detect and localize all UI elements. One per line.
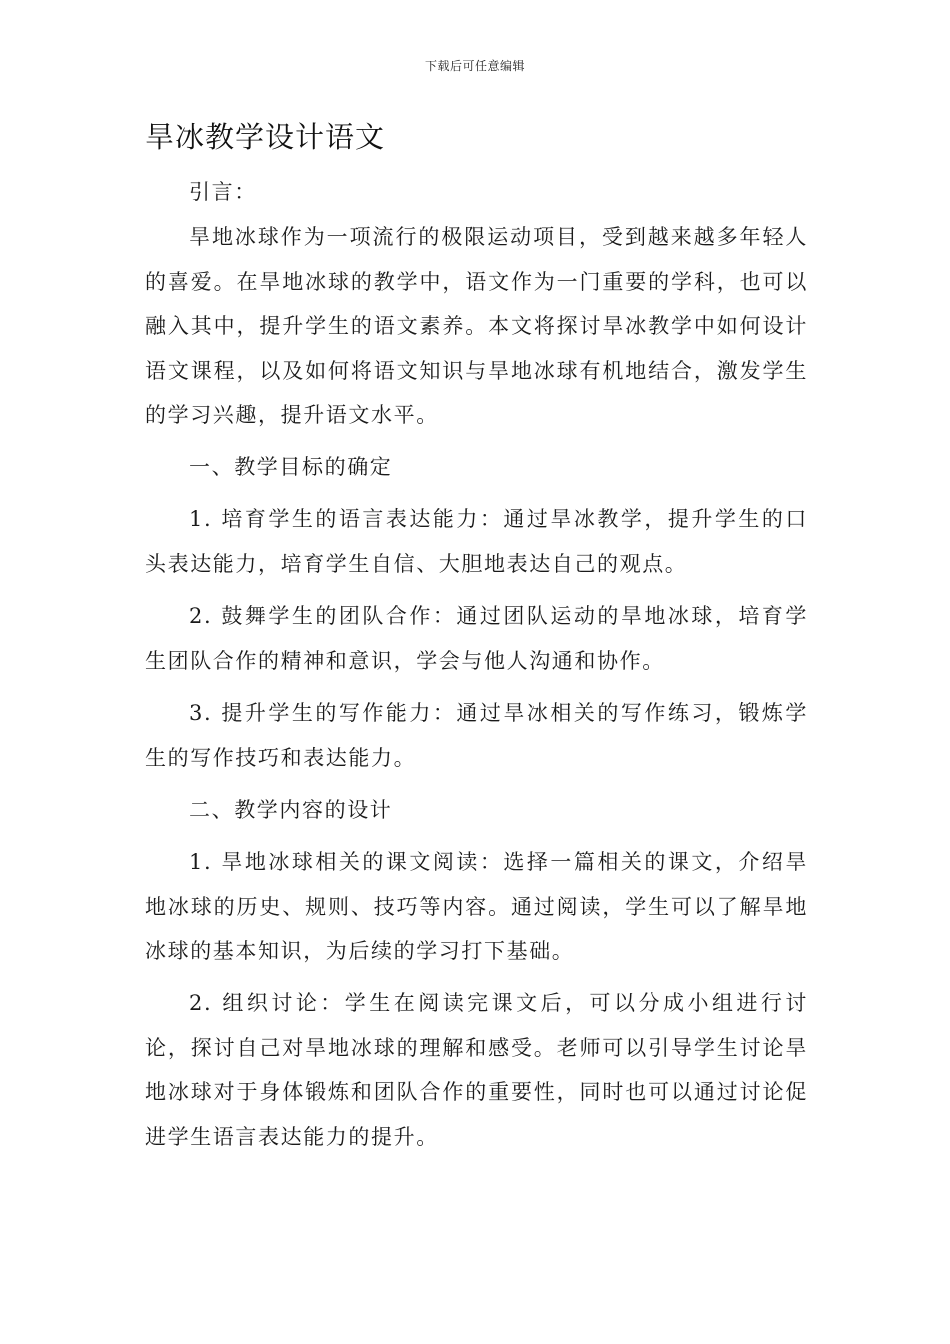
section1-item-3: 3. 提升学生的写作能力：通过旱冰相关的写作练习，锻炼学生的写作技巧和表达能力。 (145, 701, 808, 770)
intro-label-block (145, 170, 808, 215)
section1-item-1-block (145, 497, 808, 586)
document-title: 旱冰教学设计语文 (145, 120, 386, 154)
intro-block (145, 215, 808, 438)
section1-heading: 一、教学目标的确定 (189, 455, 393, 479)
section2-item-1-block (145, 840, 808, 974)
section2-heading-block (145, 788, 808, 833)
intro-paragraph: 旱地冰球作为一项流行的极限运动项目，受到越来越多年轻人的喜爱。在旱地冰球的教学中，语文作为一门重要的学科，也可以融入其中，提升学生的语文素养。本文将探讨旱冰教学中如何设计语文课程，以及如何将语文知识与旱地冰球有机地结合，激发学生的学习兴趣，提升语文水平。 (145, 225, 808, 427)
section2-item-1: 1. 旱地冰球相关的课文阅读：选择一篇相关的课文，介绍旱地冰球的历史、规则、技巧等内容。通过阅读，学生可以了解旱地冰球的基本知识，为后续的学习打下基础。 (145, 850, 808, 963)
section1-item-1: 1. 培育学生的语言表达能力：通过旱冰教学，提升学生的口头表达能力，培育学生自信、大胆地表达自己的观点。 (145, 507, 808, 576)
section1-heading-block (145, 445, 808, 490)
section1-item-3-block (145, 691, 808, 780)
section2-heading: 二、教学内容的设计 (189, 798, 393, 822)
section2-item-2: 2. 组织讨论：学生在阅读完课文后，可以分成小组进行讨论，探讨自己对旱地冰球的理解和感受。老师可以引导学生讨论旱地冰球对于身体锻炼和团队合作的重要性，同时也可以通过讨论促进学生语言表达能力的提升。 (145, 991, 808, 1149)
section1-item-2: 2. 鼓舞学生的团队合作：通过团队运动的旱地冰球，培育学生团队合作的精神和意识，学会与他人沟通和协作。 (145, 604, 808, 673)
intro-label: 引言： (189, 180, 257, 204)
section1-item-2-block (145, 594, 808, 683)
header-note: 下载后可任意编辑 (424, 59, 525, 73)
section2-item-2-block (145, 981, 808, 1159)
